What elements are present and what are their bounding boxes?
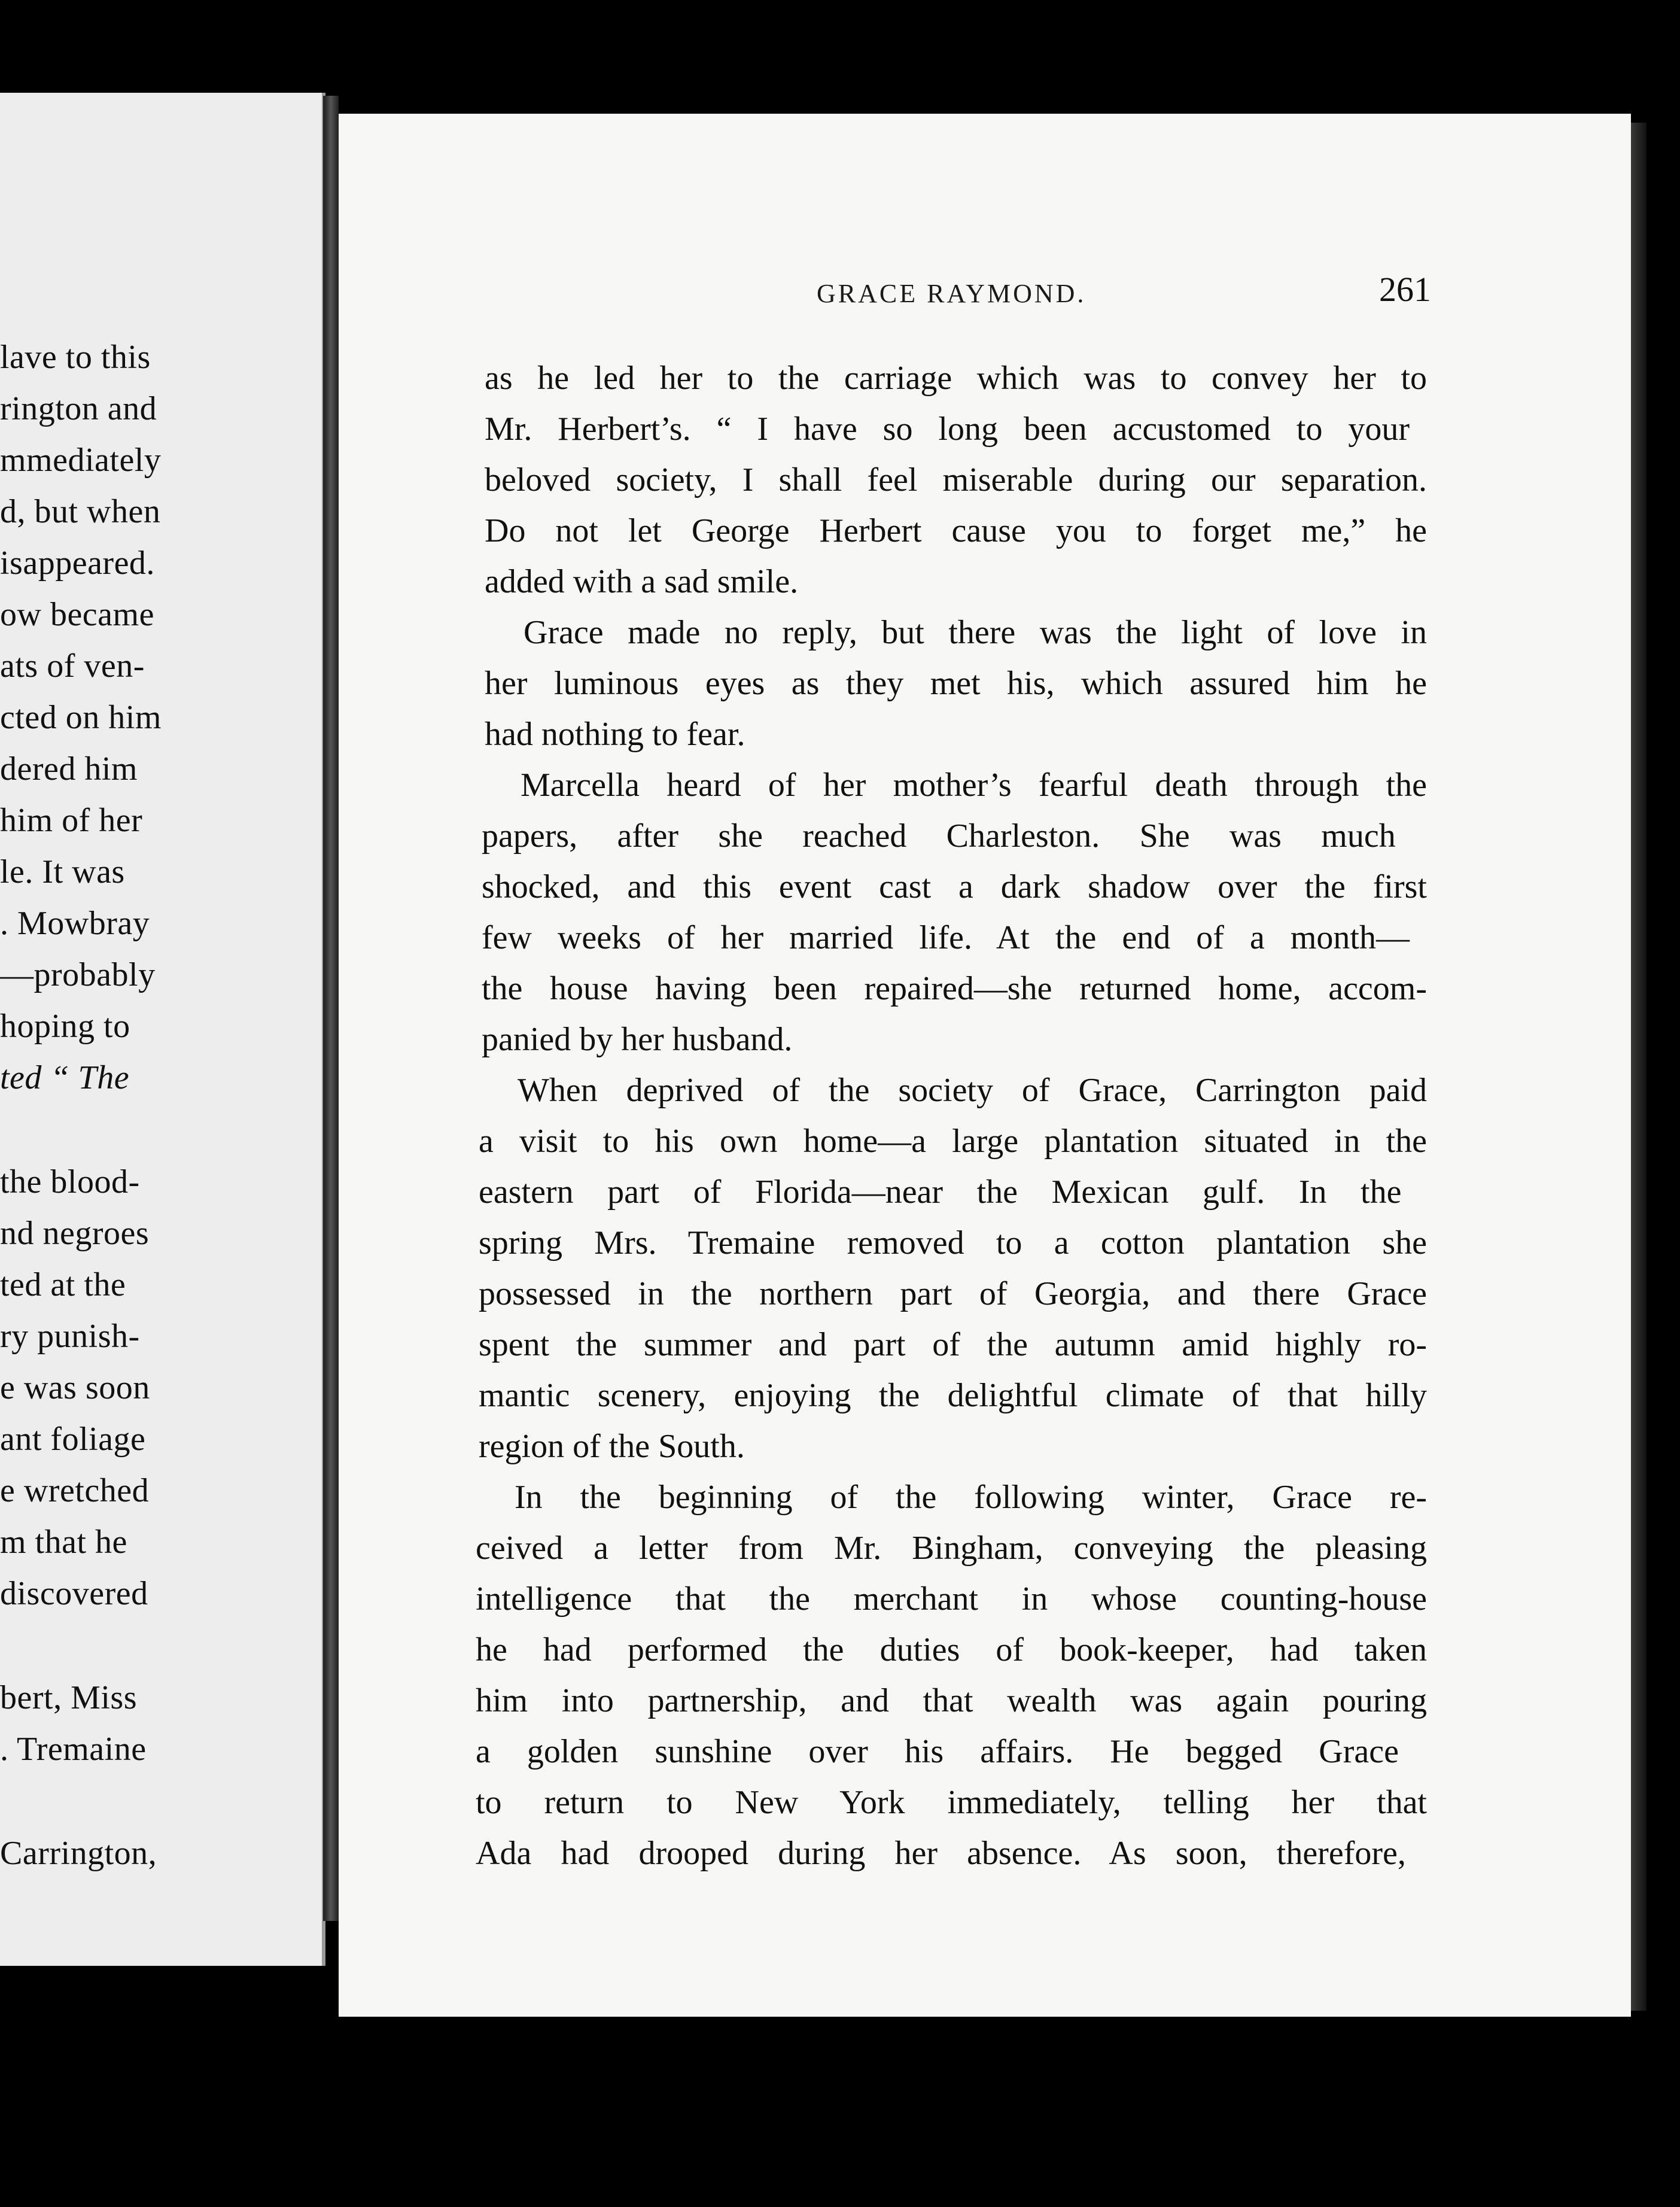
left-text-line: nd negroes bbox=[0, 1215, 150, 1252]
body-text-line: he had performed the duties of book-keeper, had taken bbox=[476, 1631, 1427, 1668]
body-text-line: Marcella heard of her mother’s fearful death through the bbox=[521, 767, 1427, 804]
body-text-line: Do not let George Herbert cause you to forget me,” he bbox=[485, 512, 1427, 549]
body-text-line: her luminous eyes as they met his, which assured him he bbox=[485, 665, 1427, 702]
book-gutter bbox=[323, 96, 339, 1921]
body-text-line: added with a sad smile. bbox=[485, 563, 799, 600]
page-edge bbox=[1631, 123, 1646, 2011]
left-text-line: cted on him bbox=[0, 699, 162, 736]
left-text-line: e was soon bbox=[0, 1369, 150, 1406]
body-text-line: eastern part of Florida—near the Mexican gulf. In the bbox=[479, 1174, 1402, 1211]
body-text-line: a visit to his own home—a large plantation situated in the bbox=[479, 1123, 1427, 1160]
body-text-line: the house having been repaired—she returned home, accom- bbox=[482, 970, 1427, 1007]
left-text-line: isappeared. bbox=[0, 545, 155, 582]
body-text-line: spring Mrs. Tremaine removed to a cotton plantation she bbox=[479, 1224, 1427, 1261]
body-text-line: had nothing to fear. bbox=[485, 716, 745, 753]
left-text-line: le. It was bbox=[0, 853, 125, 890]
left-text-line: m that he bbox=[0, 1524, 127, 1561]
left-text-line: ry punish- bbox=[0, 1318, 140, 1355]
body-text-line: region of the South. bbox=[479, 1428, 745, 1465]
left-text-line: the blood- bbox=[0, 1163, 140, 1200]
body-text-line: shocked, and this event cast a dark shadow over the first bbox=[482, 868, 1427, 905]
right-page bbox=[339, 114, 1631, 2017]
body-text-line: In the beginning of the following winter, Grace re- bbox=[515, 1479, 1427, 1516]
body-text-line: intelligence that the merchant in whose counting-house bbox=[476, 1580, 1427, 1618]
body-text-line: ceived a letter from Mr. Bingham, conveying the pleasing bbox=[476, 1530, 1427, 1567]
body-text-line: beloved society, I shall feel miserable during our separation. bbox=[485, 461, 1427, 498]
left-text-line: dered him bbox=[0, 750, 138, 788]
body-text-line: mantic scenery, enjoying the delightful climate of that hilly bbox=[479, 1377, 1427, 1414]
left-text-line: —probably bbox=[0, 956, 156, 993]
left-text-line: discovered bbox=[0, 1575, 148, 1612]
left-page bbox=[0, 93, 325, 1966]
left-text-line: ats of ven- bbox=[0, 647, 145, 685]
left-text-line: ant foliage bbox=[0, 1421, 146, 1458]
left-text-line: Carrington, bbox=[0, 1835, 157, 1872]
left-text-line: ted at the bbox=[0, 1266, 126, 1303]
running-head: GRACE RAYMOND. bbox=[817, 279, 1086, 308]
body-text-line: to return to New York immediately, telling her that bbox=[476, 1784, 1427, 1821]
body-text-line: Mr. Herbert’s. “ I have so long been accustomed to your bbox=[485, 411, 1410, 448]
body-text-line: a golden sunshine over his affairs. He begged Grace bbox=[476, 1733, 1399, 1770]
left-text-line: rington and bbox=[0, 390, 157, 427]
page-number: 261 bbox=[1379, 270, 1431, 309]
left-text-line: . Mowbray bbox=[0, 905, 150, 942]
body-text-line: papers, after she reached Charleston. She was much bbox=[482, 817, 1396, 855]
body-text-line: Grace made no reply, but there was the light of love in bbox=[524, 614, 1427, 651]
body-text-line: panied by her husband. bbox=[482, 1021, 793, 1058]
left-text-line: e wretched bbox=[0, 1472, 150, 1509]
left-text-line: bert, Miss bbox=[0, 1679, 137, 1716]
left-text-line: . Tremaine bbox=[0, 1731, 147, 1768]
body-text-line: When deprived of the society of Grace, Carrington paid bbox=[518, 1072, 1427, 1109]
body-text-line: him into partnership, and that wealth was again pouring bbox=[476, 1682, 1427, 1719]
body-text-line: possessed in the northern part of Georgia, and there Grace bbox=[479, 1275, 1427, 1312]
left-text-line: lave to this bbox=[0, 339, 151, 376]
left-text-line: hoping to bbox=[0, 1008, 130, 1045]
left-text-line: d, but when bbox=[0, 493, 161, 530]
left-text-line: him of her bbox=[0, 802, 143, 839]
left-text-line: ow became bbox=[0, 596, 154, 633]
body-text-line: as he led her to the carriage which was to convey her to bbox=[485, 360, 1427, 397]
body-text-line: spent the summer and part of the autumn amid highly ro- bbox=[479, 1326, 1427, 1363]
body-text-line: Ada had drooped during her absence. As soon, therefore, bbox=[476, 1835, 1406, 1872]
left-text-line: mmediately bbox=[0, 442, 162, 479]
body-text-line: few weeks of her married life. At the end of a month— bbox=[482, 919, 1410, 956]
left-text-line: ted “ The bbox=[0, 1059, 130, 1096]
